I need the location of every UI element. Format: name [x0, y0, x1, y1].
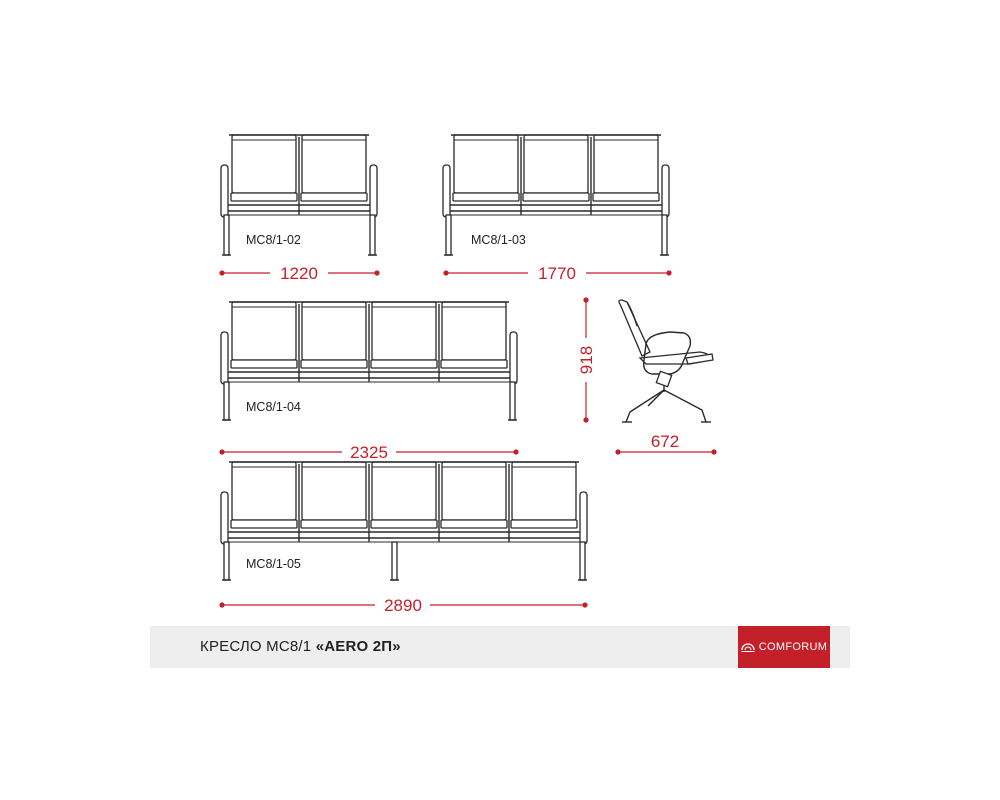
seat	[441, 302, 507, 368]
bench-leg	[370, 215, 375, 255]
model-label-02: MC8/1-02	[246, 233, 301, 247]
dimension-918	[577, 297, 596, 422]
product-title-plain: КРЕСЛО МС8/1	[200, 638, 316, 655]
product-title-bold: «AERO 2П»	[315, 638, 401, 655]
brand-name: COMFORUM	[758, 641, 828, 653]
dimension-value-918: 918	[577, 345, 596, 375]
seat	[231, 302, 299, 382]
product-title	[200, 638, 401, 655]
footer-bar	[150, 626, 850, 668]
seat	[453, 135, 521, 215]
dimension-1220	[219, 264, 379, 283]
seat	[511, 462, 577, 528]
bench-leg	[224, 215, 229, 255]
bench-leg	[224, 382, 229, 420]
model-label-05: MC8/1-05	[246, 557, 301, 571]
dimension-2890	[219, 596, 587, 615]
seat	[301, 462, 369, 542]
seat	[371, 462, 439, 542]
dimension-value-2325: 2325	[350, 443, 388, 462]
bench-leg	[224, 542, 229, 580]
dimension-value-2890: 2890	[384, 596, 422, 615]
bench-leg	[510, 382, 515, 420]
seat	[231, 462, 299, 542]
brand-logo	[738, 626, 830, 668]
bench-leg	[392, 542, 397, 580]
seat	[371, 302, 439, 382]
bench-leg	[580, 542, 585, 580]
seat	[231, 135, 299, 215]
seat	[301, 302, 369, 382]
seat	[301, 135, 367, 201]
dimension-value-1220: 1220	[280, 264, 318, 283]
dimension-value-1770: 1770	[538, 264, 576, 283]
dimension-672	[615, 432, 716, 455]
bench-leg	[446, 215, 451, 255]
dimension-1770	[443, 264, 671, 283]
chair-side-view	[619, 300, 713, 422]
bench-leg	[662, 215, 667, 255]
dimension-2325	[219, 443, 518, 462]
model-label-04: MC8/1-04	[246, 400, 301, 414]
model-label-03: MC8/1-03	[471, 233, 526, 247]
seat	[523, 135, 591, 215]
seat	[593, 135, 659, 201]
sun-icon	[741, 640, 755, 654]
dimension-value-672: 672	[650, 432, 680, 451]
seat	[441, 462, 509, 542]
